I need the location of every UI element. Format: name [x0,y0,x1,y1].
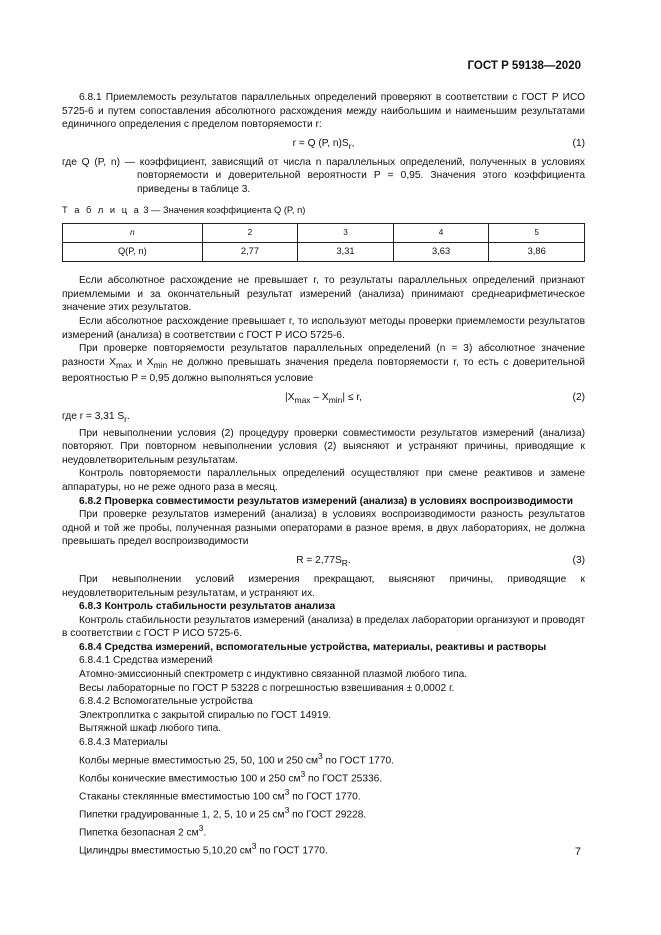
table-header-cell: 5 [489,224,585,243]
table-header-cell: 2 [202,224,298,243]
clause-6-8-2-heading: 6.8.2 Проверка совместимости результатов измерений (анализа) в условиях воспроизводимости [79,495,573,507]
material-item [62,750,585,768]
table-header-cell: 4 [393,224,489,243]
paragraph-exceeds: Если абсолютное расхождение превышает r, то используют методы проверки приемлемости результатов измерений (анализа) в соответствии с ГОСТ Р ИСО 5725-6. [62,315,585,341]
material-item [62,840,585,858]
formula-3-sub: R [341,557,348,568]
text-run: не должно превышать значения предела повторяемости r, то есть с доверительной вероятностью P = 0,95 должно выполняться условие [62,356,585,385]
subscript: min [153,359,168,370]
formula-2-part: |X [285,391,295,403]
page-number: 7 [574,846,581,858]
where-1: где Q (P, n) — коэффициент, зависящий от числа n параллельных определений, полученных в условиях повторяемости и доверительной вероятности P = 0,95. Значения этого коэффициента приведены в таблице 3. [62,156,585,195]
text-run: где r = 3,31 S [62,410,125,422]
list-item: 6.8.4.2 Вспомогательные устройства [79,696,253,708]
table-cell: 3,31 [298,243,394,262]
table-title [62,204,585,218]
formula-1-tail: , [351,137,355,149]
superscript: 3 [317,750,323,761]
subscript: max [115,359,132,370]
superscript: 3 [284,804,290,815]
formula-1-sub: r [348,140,352,151]
paragraph-stability: Контроль стабильности результатов измерений (анализа) в пределах лаборатории организуют и проводят в соответствии с ГОСТ Р ИСО 5725-6. [62,614,585,640]
superscript: 3 [198,822,204,833]
material-item [62,822,585,840]
clause-6-8-1: 6.8.1 Приемлемость результатов параллельных определений проверяют в соответствии с ГОСТ Р ИСО 5725-6 и путем сопоставления абсолютного расхождения между наибольшим и наименьшим результатами единичного определения с пределом повторяемости r: [62,92,585,131]
standard-header: ГОСТ Р 59138—2020 [467,60,581,72]
list-item: Атомно-эмиссионный спектрометр с индуктивно связанной плазмой любого типа. [79,669,468,681]
formula-2-number: (2) [572,391,585,403]
text-run: по ГОСТ 1770. [256,844,328,856]
table-label: Т а б л и ц а [62,204,141,215]
text-run: Стаканы стеклянные вместимостью 100 см [79,790,285,802]
table-cell: 3,63 [393,243,489,262]
formula-3-tail: . [347,554,351,566]
formula-1-text: r = Q (P, n)S [292,137,349,149]
formula-3 [62,553,585,569]
paragraph-failure: При невыполнении условия (2) процедуру проверки совместимости результатов измерений (анализа) повторяют. При повторном невыполнении условия (2) выясняют и устраняют причины, приводящие к неудовлетворительным результатам. [62,427,585,466]
text-run: по ГОСТ 1770. [322,755,394,767]
superscript: 3 [251,840,257,851]
formula-1-number: (1) [572,137,585,149]
list-item: Весы лабораторные по ГОСТ Р 53228 с погрешностью взвешивания ± 0,0002 г. [79,682,455,694]
formula-2 [62,390,585,406]
clause-6-8-3-heading: 6.8.3 Контроль стабильности результатов анализа [79,601,336,613]
formula-1 [62,136,585,152]
table-row [63,243,585,262]
list-item: Электроплитка с закрытой спиралью по ГОСТ 14919. [79,709,332,721]
text-run: Колбы мерные вместимостью 25, 50, 100 и 250 см [79,755,318,767]
paragraph-repeatability-check [62,342,585,386]
table-cell: Q(P, n) [63,243,203,262]
material-item [62,768,585,786]
table-header-cell: n [63,224,203,243]
formula-2-part: – X [310,391,329,403]
text-run: и X [132,356,154,368]
text-run: . [203,826,207,838]
paragraph-reproducibility: При проверке результатов измерений (анализа) в условиях воспроизводимости разность результатов одной и той же пробы, полученная разными операторами в разное время, в двух лабораториях, не должна превышать предел воспроизводимости [62,509,585,548]
material-item [62,786,585,804]
text-run: Колбы конические вместимостью 100 и 250 см [79,773,301,784]
page-content [62,91,585,858]
table-cell: 2,77 [202,243,298,262]
text-run: по ГОСТ 25336. [305,773,383,784]
superscript: 3 [300,768,306,779]
formula-3-number: (3) [572,554,585,566]
table-caption: 3 — Значения коэффициента Q (P, n) [143,204,306,215]
subscript: r [124,413,127,424]
superscript: 3 [284,786,290,797]
list-item: 6.8.4.3 Материалы [79,737,168,749]
paragraph-stop: При невыполнении условий измерения прекращают, выясняют причины, приводящие к неудовлетворительным результатам, и устраняют их. [62,573,585,599]
list-item: 6.8.4.1 Средства измерений [79,655,213,667]
coefficient-table [62,223,585,262]
formula-2-sub: min [328,394,343,405]
formula-3-text: R = 2,77S [296,554,342,566]
text-run: по ГОСТ 29228. [289,808,367,820]
paragraph-control: Контроль повторяемости параллельных определений осуществляют при смене реактивов и замене аппаратуры, но не реже одного раза в месяц. [62,468,585,493]
table-header-row [63,224,585,243]
text-run: При проверке повторяемости результатов параллельных определений (n = 3) абсолютное значение разности X [62,343,585,368]
text-run: Пипетки градуированные 1, 2, 5, 10 и 25 см [79,808,285,820]
where-2 [62,410,585,427]
material-item [62,804,585,822]
text-run: Пипетка безопасная 2 см [79,826,199,838]
table-cell: 3,86 [489,243,585,262]
table-header-cell: 3 [298,224,394,243]
text-run: по ГОСТ 1770. [289,790,361,802]
formula-2-part: | ≤ r, [342,391,362,403]
paragraph-acceptance: Если абсолютное расхождение не превышает r, то результаты параллельных определений признают приемлемыми и за окончательный результат измерений (анализа) принимают среднеарифметическое значение этих результатов. [62,275,585,314]
list-item: Вытяжной шкаф любого типа. [79,723,222,735]
formula-2-sub: max [294,394,311,405]
text-run: . [127,410,130,422]
clause-6-8-4-heading: 6.8.4 Средства измерений, вспомогательные устройства, материалы, реактивы и растворы [79,641,547,653]
text-run: Цилиндры вместимостью 5,10,20 см [79,844,252,856]
